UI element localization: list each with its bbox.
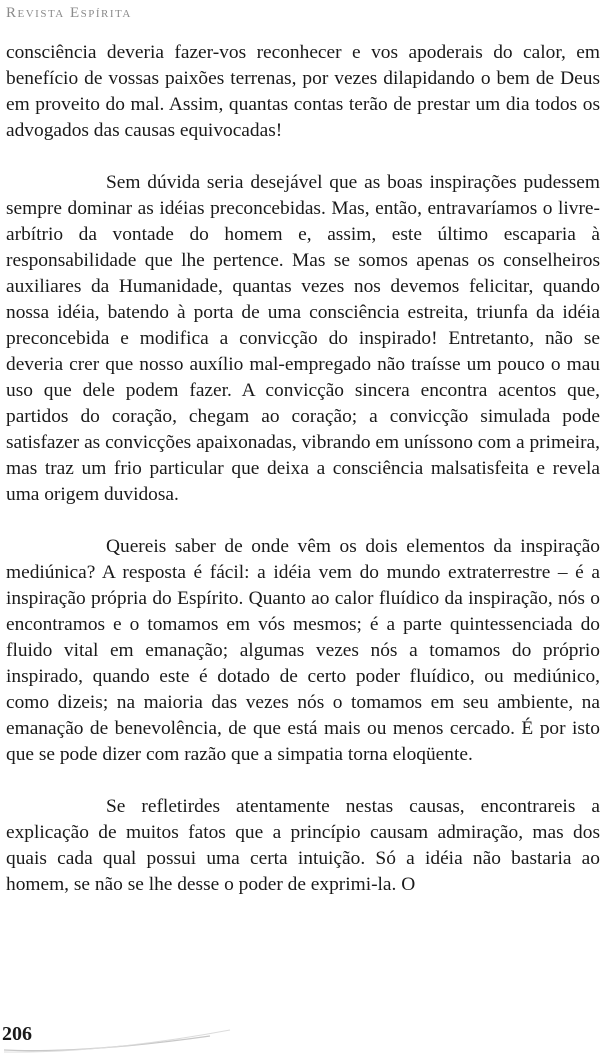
paragraph-continued: consciência deveria fazer-vos reconhecer e vos apoderais do calor, em benefício de vossas paixões terrenas, por vezes dilapidando o bem de Deus em proveito do mal. Assim, quantas contas terão de prestar um dia todos os advogados das causas equivocadas! [6,42,600,141]
paragraph: Sem dúvida seria desejável que as boas inspirações pudessem sempre dominar as idéias preconcebidas. Mas, então, entravaríamos o livre-arbítrio da vontade do homem e, assim, este último escaparia à responsabilidade que lhe pertence. Mas se somos apenas os conselheiros auxiliares da Humanidade, quantas vezes nos devemos felicitar, quando nossa idéia, batendo à porta de uma consciência estreita, triunfa da idéia preconcebida e modifica a convicção do inspirado! Entretanto, não se deveria crer que nosso auxílio mal-empregado não traísse um pouco o mau uso que dele podem fazer. A convicção sincera encontra acentos que, partidos do coração, chegam ao coração; a convicção simulada pode satisfazer as convicções apaixonadas, vibrando em uníssono com a primeira, mas traz um frio particular que deixa a consciência malsatisfeita e revela uma origem duvidosa. [6,172,600,505]
running-head: Revista Espírita [6,5,132,21]
body-text [6,40,600,924]
swoosh-ornament-icon [0,1020,240,1053]
page-footer [0,1020,607,1053]
paragraph: Se refletirdes atentamente nestas causas, encontrareis a explicação de muitos fatos que a princípio causam admiração, mas dos quais cada qual possui uma certa intuição. Só a idéia não bastaria ao homem, se não se lhe desse o poder de exprimi-la. O [6,796,600,895]
page-number: 206 [2,1023,32,1045]
paragraph: Quereis saber de onde vêm os dois elementos da inspiração mediúnica? A resposta é fácil: a idéia vem do mundo extraterrestre – é a inspiração própria do Espírito. Quanto ao calor fluídico da inspiração, nós o encontramos e o tomamos em vós mesmos; é a parte quintessenciada do fluido vital em emanação; algumas vezes nós a tomamos do próprio inspirado, quando este é dotado de certo poder fluídico, ou mediúnico, como dizeis; na maioria das vezes nós o tomamos em seu ambiente, na emanação de benevolência, de que está mais ou menos cercado. É por isto que se pode dizer com razão que a simpatia torna eloqüente. [6,536,600,765]
